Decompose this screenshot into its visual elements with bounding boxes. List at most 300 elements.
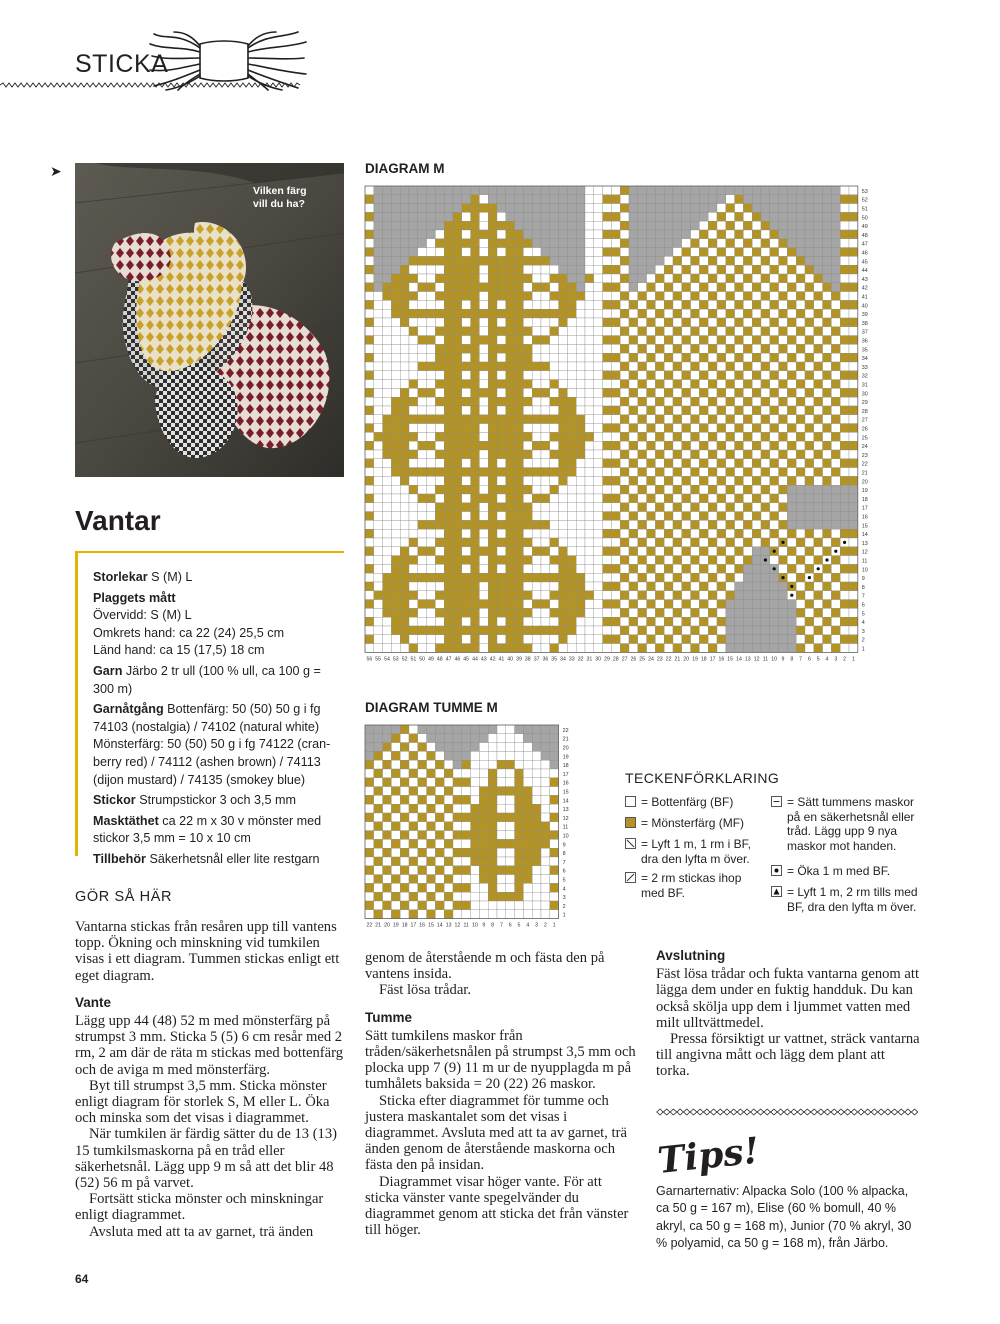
chart-cell — [541, 778, 550, 787]
chart-cell — [567, 292, 576, 301]
chart-cell — [726, 424, 735, 433]
chart-cell — [523, 875, 532, 884]
chart-cell — [805, 608, 814, 617]
chart-cell — [383, 441, 392, 450]
chart-cell — [691, 485, 700, 494]
chart-cell — [435, 256, 444, 265]
chart-cell — [849, 371, 858, 380]
chart-cell — [717, 362, 726, 371]
chart-cell — [699, 239, 708, 248]
chart-cell — [567, 300, 576, 309]
chart-cell — [400, 406, 409, 415]
diamond-ornament — [777, 1109, 783, 1115]
chart-cell — [444, 318, 453, 327]
chart-cell — [532, 813, 541, 822]
row-number-label: 4 — [562, 886, 566, 893]
chart-cell — [585, 547, 594, 556]
chart-cell — [717, 644, 726, 653]
chart-cell — [497, 468, 506, 477]
chart-cell — [532, 547, 541, 556]
chart-cell — [840, 626, 849, 635]
chart-cell — [743, 336, 752, 345]
chart-cell — [647, 424, 656, 433]
chart-cell — [515, 600, 524, 609]
chart-cell — [796, 459, 805, 468]
chart-cell — [515, 221, 524, 230]
chart-cell — [365, 892, 374, 901]
chart-cell — [532, 327, 541, 336]
chart-cell — [814, 424, 823, 433]
chart-cell — [814, 459, 823, 468]
chart-cell — [761, 494, 770, 503]
chart-cell — [462, 441, 471, 450]
chart-cell — [400, 503, 409, 512]
chart-cell — [585, 424, 594, 433]
chart-cell — [365, 520, 374, 529]
chart-cell — [453, 529, 462, 538]
chart-cell — [647, 195, 656, 204]
chart-cell — [796, 503, 805, 512]
chart-cell — [444, 441, 453, 450]
chart-cell — [761, 300, 770, 309]
chart-cell — [435, 573, 444, 582]
chart-cell — [479, 556, 488, 565]
chart-cell — [541, 415, 550, 424]
chart-cell — [541, 556, 550, 565]
chart-cell — [840, 380, 849, 389]
row-number-label: 33 — [861, 364, 868, 371]
chart-cell — [541, 804, 550, 813]
arrow-icon: ➤ — [50, 163, 62, 179]
chart-cell — [391, 265, 400, 274]
chart-cell — [550, 309, 559, 318]
chart-cell — [444, 300, 453, 309]
chart-cell — [752, 204, 761, 213]
chart-cell — [691, 459, 700, 468]
chart-cell — [488, 494, 497, 503]
chart-cell — [638, 353, 647, 362]
chart-cell — [735, 230, 744, 239]
chart-cell — [629, 476, 638, 485]
chart-cell — [726, 265, 735, 274]
chart-cell — [603, 397, 612, 406]
chart-cell — [805, 626, 814, 635]
chart-cell — [611, 362, 620, 371]
chart-cell — [849, 212, 858, 221]
chart-cell — [453, 795, 462, 804]
chart-cell — [770, 459, 779, 468]
chart-cell — [479, 901, 488, 910]
chart-cell — [567, 344, 576, 353]
chart-cell — [655, 520, 664, 529]
chart-cell — [779, 424, 788, 433]
chart-cell — [550, 635, 559, 644]
chart-cell — [655, 476, 664, 485]
backslash-square-icon — [625, 838, 636, 849]
chart-cell — [849, 283, 858, 292]
chart-cell — [550, 857, 559, 866]
chart-cell — [479, 424, 488, 433]
chart-cell — [691, 450, 700, 459]
chart-cell — [823, 265, 832, 274]
chart-cell — [567, 195, 576, 204]
chart-cell — [409, 230, 418, 239]
column-number-label: 8 — [491, 922, 495, 929]
chart-cell — [523, 892, 532, 901]
chart-cell — [655, 582, 664, 591]
chart-cell — [638, 283, 647, 292]
chart-cell — [488, 256, 497, 265]
chart-cell — [391, 529, 400, 538]
chart-cell — [761, 336, 770, 345]
chart-cell — [567, 283, 576, 292]
chart-cell — [374, 309, 383, 318]
chart-cell — [418, 910, 427, 919]
chart-cell — [691, 292, 700, 301]
chart-cell — [682, 529, 691, 538]
chart-cell — [365, 626, 374, 635]
chart-cell — [418, 476, 427, 485]
chart-cell — [691, 547, 700, 556]
chart-cell — [717, 556, 726, 565]
svg-text:Tips!: Tips! — [655, 1129, 762, 1182]
chart-cell — [594, 432, 603, 441]
chart-cell — [383, 875, 392, 884]
chart-cell — [541, 318, 550, 327]
chart-cell — [506, 441, 515, 450]
chart-cell — [550, 300, 559, 309]
chart-cell — [770, 265, 779, 274]
chart-cell — [374, 822, 383, 831]
chart-cell — [488, 248, 497, 257]
chart-cell — [435, 778, 444, 787]
chart-cell — [515, 556, 524, 565]
chart-cell — [550, 910, 559, 919]
chart-cell — [849, 397, 858, 406]
chart-cell — [532, 468, 541, 477]
chart-cell — [435, 476, 444, 485]
chart-cell — [479, 318, 488, 327]
column-number-label: 2 — [843, 656, 847, 663]
chart-cell — [435, 397, 444, 406]
chart-cell — [594, 468, 603, 477]
chart-cell — [814, 441, 823, 450]
chart-cell — [365, 424, 374, 433]
chart-cell — [479, 734, 488, 743]
chart-cell — [638, 432, 647, 441]
chart-cell — [752, 564, 761, 573]
diamond-ornament — [858, 1109, 864, 1115]
chart-cell — [462, 503, 471, 512]
chart-cell — [400, 212, 409, 221]
chart-cell — [779, 388, 788, 397]
chart-cell — [603, 424, 612, 433]
chart-cell — [796, 256, 805, 265]
chart-cell — [840, 300, 849, 309]
chart-cell — [497, 432, 506, 441]
chart-cell — [840, 582, 849, 591]
chart-cell — [770, 538, 779, 547]
chart-cell — [664, 292, 673, 301]
chart-cell — [550, 795, 559, 804]
chart-cell — [365, 362, 374, 371]
chart-cell — [735, 547, 744, 556]
chart-cell — [770, 309, 779, 318]
chart-cell — [391, 617, 400, 626]
chart-cell — [418, 787, 427, 796]
chart-cell — [735, 397, 744, 406]
chart-cell — [427, 344, 436, 353]
chart-cell — [418, 397, 427, 406]
chart-cell — [620, 353, 629, 362]
chart-cell — [453, 760, 462, 769]
chart-cell — [471, 336, 480, 345]
chart-cell — [418, 901, 427, 910]
chart-cell — [444, 512, 453, 521]
chart-cell — [673, 564, 682, 573]
chart-cell — [471, 901, 480, 910]
chart-cell — [488, 573, 497, 582]
chart-cell — [752, 608, 761, 617]
chart-cell — [365, 857, 374, 866]
chart-cell — [567, 230, 576, 239]
chart-cell — [691, 644, 700, 653]
chart-cell — [743, 547, 752, 556]
chart-cell — [515, 344, 524, 353]
chart-cell — [647, 248, 656, 257]
chart-cell — [418, 743, 427, 752]
chart-cell — [418, 512, 427, 521]
column-number-label: 14 — [436, 922, 443, 929]
chart-cell — [506, 725, 515, 734]
chart-cell — [735, 248, 744, 257]
chart-cell — [770, 573, 779, 582]
chart-cell — [805, 617, 814, 626]
chart-cell — [435, 388, 444, 397]
chart-cell — [673, 512, 682, 521]
chart-cell — [497, 892, 506, 901]
chart-cell — [611, 327, 620, 336]
chart-cell — [691, 274, 700, 283]
chart-cell — [629, 248, 638, 257]
chart-cell — [479, 626, 488, 635]
chart-cell — [559, 397, 568, 406]
chart-cell — [647, 494, 656, 503]
chart-cell — [506, 795, 515, 804]
chart-cell — [735, 573, 744, 582]
chart-cell — [708, 371, 717, 380]
chart-cell — [796, 520, 805, 529]
chart-cell — [840, 450, 849, 459]
chart-cell — [735, 512, 744, 521]
chart-cell — [743, 397, 752, 406]
chart-cell — [559, 371, 568, 380]
chart-cell — [682, 300, 691, 309]
chart-cell — [638, 626, 647, 635]
chart-cell — [814, 547, 823, 556]
chart-cell — [620, 635, 629, 644]
chart-cell — [391, 239, 400, 248]
chart-cell — [453, 318, 462, 327]
chart-cell — [515, 538, 524, 547]
chart-cell — [365, 787, 374, 796]
chart-cell — [559, 617, 568, 626]
chart-cell — [506, 760, 515, 769]
chart-cell — [814, 256, 823, 265]
chart-cell — [523, 362, 532, 371]
chart-cell — [647, 582, 656, 591]
chart-cell — [383, 380, 392, 389]
chart-cell — [506, 822, 515, 831]
chart-cell — [471, 725, 480, 734]
chart-cell — [708, 283, 717, 292]
chart-cell — [541, 813, 550, 822]
chart-cell — [664, 283, 673, 292]
chart-cell — [567, 441, 576, 450]
chart-cell — [488, 274, 497, 283]
chart-cell — [770, 318, 779, 327]
chart-cell — [787, 204, 796, 213]
chart-cell — [638, 362, 647, 371]
chart-cell — [391, 839, 400, 848]
chart-cell — [611, 450, 620, 459]
chart-cell — [655, 529, 664, 538]
chart-cell — [497, 769, 506, 778]
chart-cell — [849, 468, 858, 477]
chart-cell — [611, 617, 620, 626]
row-number-label: 22 — [562, 727, 569, 734]
chart-cell — [515, 778, 524, 787]
chart-cell — [444, 626, 453, 635]
chart-cell — [752, 512, 761, 521]
chart-cell — [559, 406, 568, 415]
chart-cell — [506, 300, 515, 309]
chart-cell — [603, 318, 612, 327]
chart-cell — [391, 848, 400, 857]
chart-cell — [664, 591, 673, 600]
chart-cell — [462, 344, 471, 353]
chart-cell — [374, 459, 383, 468]
chart-cell — [409, 406, 418, 415]
chart-cell — [488, 371, 497, 380]
chart-cell — [814, 230, 823, 239]
chart-cell — [462, 857, 471, 866]
chart-cell — [462, 494, 471, 503]
chart-cell — [787, 556, 796, 565]
chart-cell — [779, 450, 788, 459]
chart-cell — [699, 468, 708, 477]
chart-cell — [699, 406, 708, 415]
chart-cell — [488, 538, 497, 547]
chart-cell — [717, 327, 726, 336]
diamond-ornament — [751, 1109, 757, 1115]
chart-cell — [664, 476, 673, 485]
chart-cell — [831, 573, 840, 582]
chart-cell — [620, 309, 629, 318]
chart-cell — [488, 795, 497, 804]
chart-cell — [796, 318, 805, 327]
chart-cell — [717, 336, 726, 345]
chart-cell — [523, 265, 532, 274]
chart-cell — [471, 397, 480, 406]
chart-cell — [471, 778, 480, 787]
chart-cell — [761, 468, 770, 477]
chart-cell — [691, 564, 700, 573]
chart-cell — [726, 617, 735, 626]
chart-cell — [691, 300, 700, 309]
chart-cell — [620, 485, 629, 494]
column-number-label: 19 — [692, 656, 698, 663]
chart-cell — [620, 644, 629, 653]
chart-cell — [506, 195, 515, 204]
chart-cell — [506, 318, 515, 327]
chart-cell — [497, 743, 506, 752]
chart-cell — [647, 256, 656, 265]
chart-cell — [559, 529, 568, 538]
chart-cell — [699, 556, 708, 565]
chart-cell — [805, 336, 814, 345]
chart-cell — [831, 318, 840, 327]
chart-cell — [831, 564, 840, 573]
chart-cell — [365, 494, 374, 503]
chart-cell — [479, 822, 488, 831]
chart-cell — [383, 327, 392, 336]
chart-cell — [550, 397, 559, 406]
chart-cell — [523, 353, 532, 362]
chart-cell — [391, 353, 400, 362]
chart-cell — [383, 760, 392, 769]
chart-cell — [594, 292, 603, 301]
chart-cell — [471, 813, 480, 822]
chart-cell — [471, 327, 480, 336]
chart-cell — [453, 248, 462, 257]
chart-cell — [673, 556, 682, 565]
chart-cell — [743, 353, 752, 362]
chart-cell — [647, 503, 656, 512]
chart-cell — [374, 839, 383, 848]
chart-cell — [576, 397, 585, 406]
chart-cell — [365, 450, 374, 459]
chart-cell — [831, 274, 840, 283]
row-number-label: 10 — [861, 567, 868, 574]
chart-cell — [532, 212, 541, 221]
chart-cell — [462, 362, 471, 371]
column-number-label: 24 — [648, 656, 654, 663]
chart-cell — [383, 734, 392, 743]
chart-cell — [752, 547, 761, 556]
chart-cell — [427, 564, 436, 573]
chart-cell — [752, 388, 761, 397]
chart-cell — [479, 441, 488, 450]
chart-cell — [691, 221, 700, 230]
chart-cell — [620, 318, 629, 327]
chart-cell — [409, 573, 418, 582]
chart-cell — [479, 582, 488, 591]
chart-cell — [383, 494, 392, 503]
chart-cell — [823, 300, 832, 309]
chart-cell — [391, 388, 400, 397]
chart-cell — [840, 529, 849, 538]
chart-cell — [699, 450, 708, 459]
chart-cell — [603, 635, 612, 644]
chart-cell — [418, 468, 427, 477]
chart-cell — [488, 476, 497, 485]
chart-cell — [506, 336, 515, 345]
chart-cell — [691, 388, 700, 397]
chart-cell — [523, 503, 532, 512]
chart-cell — [383, 883, 392, 892]
chart-cell — [717, 221, 726, 230]
